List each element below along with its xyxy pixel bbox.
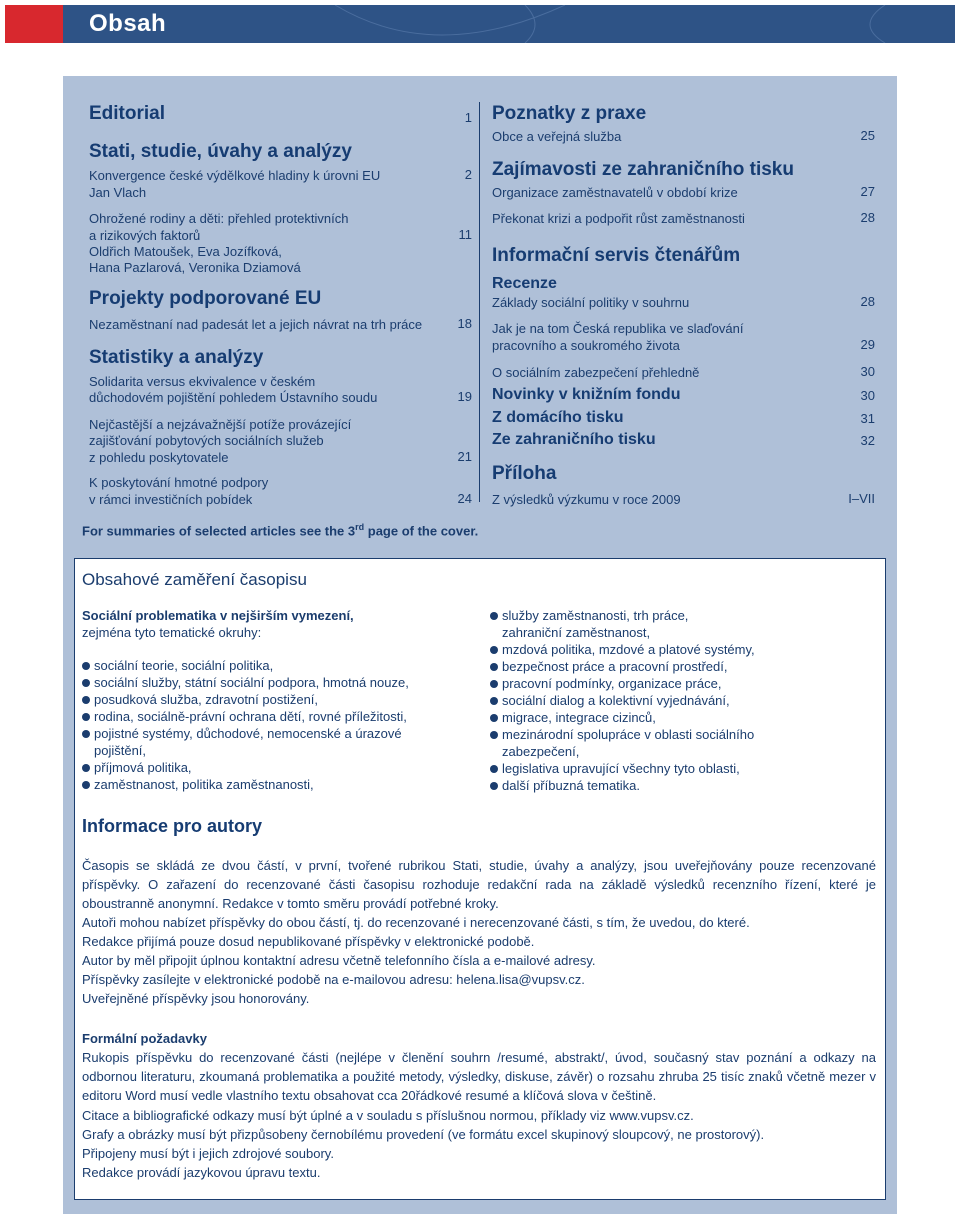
toc-page-number: 25 bbox=[860, 128, 875, 143]
summary-note: For summaries of selected articles see the 3rd page of the cover. bbox=[82, 522, 479, 539]
toc-entry-line[interactable]: Základy sociální politiky v souhrnu bbox=[492, 295, 690, 310]
focus-intro-bold: Sociální problematika v nejširším vymezení, bbox=[82, 608, 354, 623]
toc-page-number: 24 bbox=[457, 491, 472, 506]
toc-subsection-title[interactable]: Novinky v knižním fondu bbox=[492, 386, 681, 403]
bullet-icon bbox=[490, 714, 498, 722]
toc-section-title: Příloha bbox=[492, 463, 557, 484]
authors-paragraph: Časopis se skládá ze dvou částí, v první, tvořené rubrikou Stati, studie, úvahy a analýzy, jsou uveřejňovány pouze recenzované příspěvky. O zařazení do recenzované části časopisu rozhoduje redakční rada na základě výsledků recenzního řízení, které je oboustranně anonymní. Redakce v tomto směru provádí potřebné kroky. bbox=[82, 858, 876, 911]
authors-info-title: Informace pro autory bbox=[82, 816, 263, 836]
formal-paragraph: Rukopis příspěvku do recenzované části (nejlépe v členění souhrn /resumé, abstrakt/, úvod, současný stav poznání a odkazy na odbornou literaturu, zkoumaná problematika a použité metody, výsledky, diskuse, závěr) o rozsahu zhruba 25 tisíc znaků včetně mezer v editoru Word musí vedle vlastního textu obsahovat cca 20řádkové resumé a klíčová slova v češtině. bbox=[82, 1050, 876, 1103]
toc-entry-line[interactable]: O sociálním zabezpečení přehledně bbox=[492, 365, 700, 380]
bullet-icon bbox=[82, 764, 90, 772]
toc-entry-line[interactable]: pracovního a soukromého života bbox=[492, 338, 680, 353]
bullet-icon bbox=[490, 731, 498, 739]
toc-subsection-title[interactable]: Z domácího tisku bbox=[492, 409, 624, 426]
toc-page-number: 21 bbox=[457, 449, 472, 464]
toc-entry-line[interactable]: z pohledu poskytovatele bbox=[89, 450, 229, 465]
focus-list-item: sociální teorie, sociální politika, bbox=[82, 657, 273, 674]
toc-entry-author: Hana Pazlarová, Veronika Dziamová bbox=[89, 260, 301, 275]
toc-entry-line[interactable]: Ohrožené rodiny a děti: přehled protektivních bbox=[89, 211, 349, 226]
focus-list-item: posudková služba, zdravotní postižení, bbox=[82, 691, 318, 708]
toc-entry-line[interactable]: K poskytování hmotné podpory bbox=[89, 475, 269, 490]
toc-subsection-title[interactable]: Ze zahraničního tisku bbox=[492, 431, 656, 448]
focus-box-title: Obsahové zaměření časopisu bbox=[82, 570, 307, 589]
formal-line[interactable]: Citace a bibliografické odkazy musí být úplné a v souladu s příslušnou normou, příklady viz www.vupsv.cz. bbox=[82, 1108, 694, 1123]
bullet-icon bbox=[82, 730, 90, 738]
focus-list-item: migrace, integrace cizinců, bbox=[490, 709, 656, 726]
toc-section-title: Zajímavosti ze zahraničního tisku bbox=[492, 159, 794, 180]
focus-list-item-cont: pojištění, bbox=[94, 743, 147, 758]
toc-entry-line[interactable]: Překonat krizi a podpořit růst zaměstnanosti bbox=[492, 211, 745, 226]
bullet-icon bbox=[490, 646, 498, 654]
bullet-icon bbox=[82, 713, 90, 721]
focus-list-item: bezpečnost práce a pracovní prostředí, bbox=[490, 658, 727, 675]
toc-editorial-title[interactable]: Editorial bbox=[89, 103, 166, 124]
focus-list-item: pojistné systémy, důchodové, nemocenské a úrazové bbox=[82, 725, 402, 742]
toc-entry-line[interactable]: Organizace zaměstnavatelů v období krize bbox=[492, 185, 738, 200]
toc-section-title: Informační servis čtenářům bbox=[492, 245, 741, 266]
authors-line: Autoři mohou nabízet příspěvky do obou částí, tj. do recenzované i nerecenzované části, s tím, že uvedou, do které. bbox=[82, 915, 750, 930]
toc-page-number: 32 bbox=[860, 433, 875, 448]
focus-intro: zejména tyto tematické okruhy: bbox=[82, 625, 262, 640]
focus-list-item: mezinárodní spolupráce v oblasti sociálního bbox=[490, 726, 754, 743]
toc-page-number: I–VII bbox=[848, 491, 875, 506]
toc-entry-author: Jan Vlach bbox=[89, 185, 147, 200]
focus-list-item: sociální dialog a kolektivní vyjednávání, bbox=[490, 692, 730, 709]
bullet-icon bbox=[82, 781, 90, 789]
authors-line: Uveřejněné příspěvky jsou honorovány. bbox=[82, 991, 310, 1006]
bullet-icon bbox=[490, 782, 498, 790]
toc-section-title: Projekty podporované EU bbox=[89, 288, 322, 309]
formal-line: Grafy a obrázky musí být přizpůsobeny černobílému provedení (ve formátu excel skupinový sloupcový, ne prostorový). bbox=[82, 1127, 765, 1142]
toc-entry-line[interactable]: zajišťování pobytových sociálních služeb bbox=[89, 433, 324, 448]
page-title: Obsah bbox=[89, 10, 167, 37]
toc-page-number: 30 bbox=[860, 364, 875, 379]
focus-list-item: příjmová politika, bbox=[82, 759, 192, 776]
toc-entry-line[interactable]: důchodovém pojištění pohledem Ústavního soudu bbox=[89, 390, 378, 405]
toc-page-number: 29 bbox=[860, 337, 875, 352]
authors-line: Autor by měl připojit úplnou kontaktní adresu včetně telefonního čísla a e-mailové adresy. bbox=[82, 953, 596, 968]
toc-page-number: 27 bbox=[860, 184, 875, 199]
toc-entry-line[interactable]: Konvergence české výdělkové hladiny k úrovni EU bbox=[89, 168, 381, 183]
toc-page-number: 31 bbox=[860, 411, 875, 426]
toc-entry-line[interactable]: Solidarita versus ekvivalence v českém bbox=[89, 374, 316, 389]
authors-line: Redakce přijímá pouze dosud nepublikované příspěvky v elektronické podobě. bbox=[82, 934, 535, 949]
focus-list-item-cont: zahraniční zaměstnanost, bbox=[502, 625, 651, 640]
formal-line: Redakce provádí jazykovou úpravu textu. bbox=[82, 1165, 321, 1180]
authors-line[interactable]: Příspěvky zasílejte v elektronické podobě na e-mailovou adresu: helena.lisa@vupsv.cz. bbox=[82, 972, 585, 987]
toc-page-number: 28 bbox=[860, 294, 875, 309]
focus-list-item: služby zaměstnanosti, trh práce, bbox=[490, 607, 688, 624]
focus-list-item: pracovní podmínky, organizace práce, bbox=[490, 675, 721, 692]
toc-page-number: 18 bbox=[457, 316, 472, 331]
header-banner bbox=[5, 5, 955, 43]
toc-entry-line[interactable]: Nezaměstnaní nad padesát let a jejich návrat na trh práce bbox=[89, 317, 423, 332]
toc-page-number: 11 bbox=[458, 227, 472, 242]
toc-divider bbox=[479, 102, 480, 502]
bullet-icon bbox=[490, 612, 498, 620]
toc-entry-line[interactable]: Nejčastější a nejzávažnější potíže provázející bbox=[89, 417, 352, 432]
toc-entry-line[interactable]: v rámci investičních pobídek bbox=[89, 492, 253, 507]
toc-section-title: Statistiky a analýzy bbox=[89, 347, 264, 368]
toc-page-number: 19 bbox=[457, 389, 472, 404]
bullet-icon bbox=[490, 765, 498, 773]
bullet-icon bbox=[490, 663, 498, 671]
toc-entry-line[interactable]: Obce a veřejná služba bbox=[492, 129, 622, 144]
toc-page-number: 1 bbox=[464, 110, 472, 125]
toc-page-number: 28 bbox=[860, 210, 875, 225]
toc-section-title: Stati, studie, úvahy a analýzy bbox=[89, 141, 352, 162]
focus-list-item: další příbuzná tematika. bbox=[490, 777, 640, 794]
focus-list-item: rodina, sociálně-právní ochrana dětí, rovné příležitosti, bbox=[82, 708, 407, 725]
bullet-icon bbox=[82, 679, 90, 687]
toc-subsection-title: Recenze bbox=[492, 275, 557, 292]
toc-entry-author: Oldřich Matoušek, Eva Jozífková, bbox=[89, 244, 282, 259]
bullet-icon bbox=[490, 680, 498, 688]
focus-list-item: zaměstnanost, politika zaměstnanosti, bbox=[82, 776, 314, 793]
focus-list-item-cont: zabezpečení, bbox=[502, 744, 580, 759]
bullet-icon bbox=[490, 697, 498, 705]
toc-entry-line[interactable]: a rizikových faktorů bbox=[89, 228, 201, 243]
formal-requirements-title: Formální požadavky bbox=[82, 1031, 207, 1046]
focus-list-item: sociální služby, státní sociální podpora, hmotná nouze, bbox=[82, 674, 409, 691]
bullet-icon bbox=[82, 662, 90, 670]
bullet-icon bbox=[82, 696, 90, 704]
focus-list-item: legislativa upravující všechny tyto oblasti, bbox=[490, 760, 740, 777]
formal-line: Připojeny musí být i jejich zdrojové soubory. bbox=[82, 1146, 334, 1161]
toc-entry-line[interactable]: Jak je na tom Česká republika ve slaďování bbox=[492, 321, 744, 336]
toc-page-number: 30 bbox=[860, 388, 875, 403]
toc-page-number: 2 bbox=[464, 167, 472, 182]
focus-list-item: mzdová politika, mzdové a platové systémy, bbox=[490, 641, 755, 658]
toc-section-title: Poznatky z praxe bbox=[492, 103, 647, 124]
toc-entry-line[interactable]: Z výsledků výzkumu v roce 2009 bbox=[492, 492, 681, 507]
